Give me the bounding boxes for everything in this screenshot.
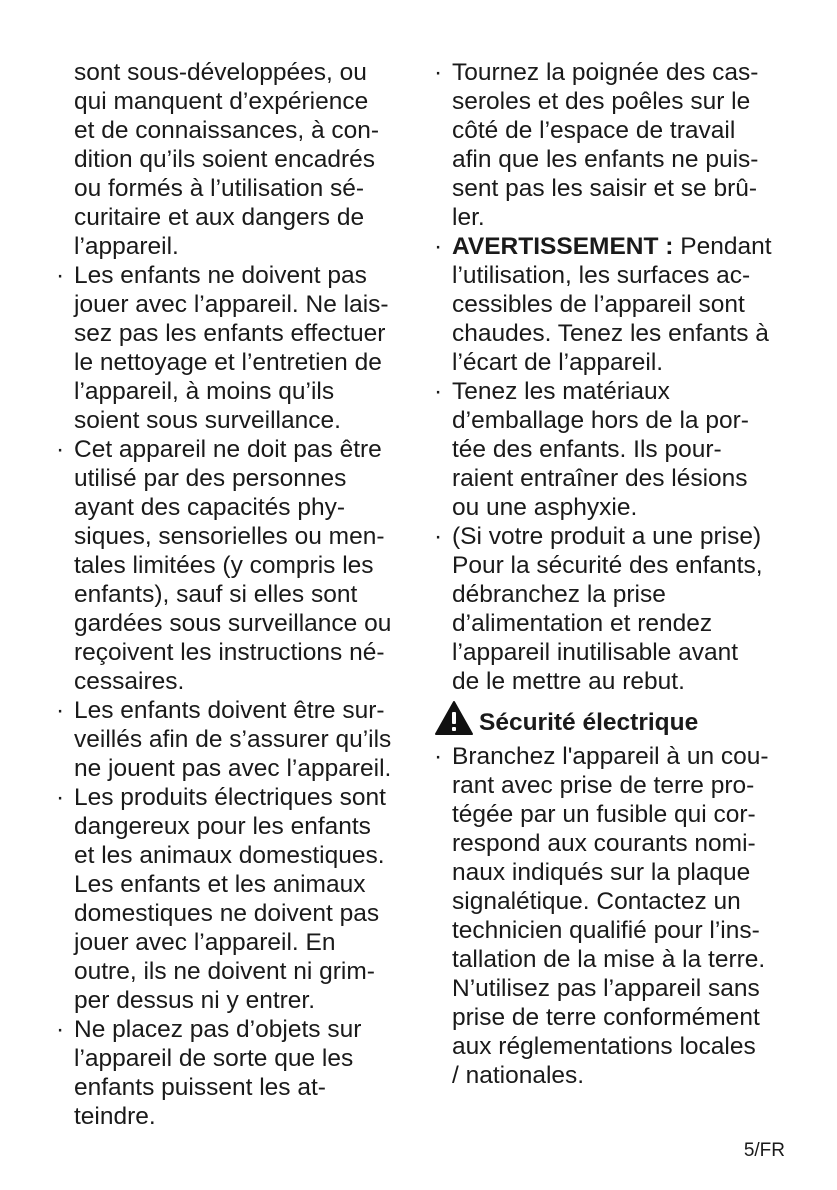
- right-column: [432, 58, 787, 1090]
- text-line: seroles et des poêles sur le: [452, 88, 751, 115]
- text-line: rant avec prise de terre pro-: [452, 772, 755, 799]
- text-line: tallation de la mise à la terre.: [452, 946, 766, 973]
- text-line: N’utilisez pas l’appareil sans: [452, 975, 760, 1002]
- list-item: [432, 522, 787, 696]
- text-line: Pour la sécurité des enfants,: [452, 552, 763, 579]
- text-line: Tenez les matériaux: [452, 378, 670, 405]
- page-number: 5/FR: [743, 1140, 785, 1161]
- bullet: ·: [434, 378, 443, 405]
- text-line: Ne placez pas d’objets sur: [74, 1016, 362, 1043]
- list-item: [432, 58, 787, 232]
- text-line: technicien qualifié pour l’ins-: [452, 917, 760, 944]
- list-item: [432, 742, 787, 1090]
- text-line: curitaire et aux dangers de: [74, 204, 365, 231]
- text-line: enfants puissent les at-: [74, 1074, 326, 1101]
- text-line: ne jouent pas avec l’appareil.: [74, 755, 392, 782]
- left-column: [54, 58, 406, 1131]
- list-item: [54, 783, 406, 1015]
- text-line: l’écart de l’appareil.: [452, 349, 664, 376]
- text-line: d’emballage hors de la por-: [452, 407, 749, 434]
- text-line: tégée par un fusible qui cor-: [452, 801, 756, 828]
- text-line: per dessus ni y entrer.: [74, 987, 316, 1014]
- list-item: [54, 1015, 406, 1131]
- intro-paragraph: [54, 58, 406, 261]
- text-line: et de connaissances, à con-: [74, 117, 380, 144]
- text-line: l’appareil, à moins qu’ils: [74, 378, 335, 405]
- text-line: Cet appareil ne doit pas être: [74, 436, 382, 463]
- list-item: [54, 696, 406, 783]
- text-line: teindre.: [74, 1103, 156, 1130]
- text-line: respond aux courants nomi-: [452, 830, 756, 857]
- text-line: l’appareil.: [74, 233, 179, 260]
- text-line: dangereux pour les enfants: [74, 813, 371, 840]
- text-line: domestiques ne doivent pas: [74, 900, 380, 927]
- text-line: siques, sensorielles ou men-: [74, 523, 385, 550]
- text-line: Les enfants et les animaux: [74, 871, 366, 898]
- bullet: ·: [56, 784, 65, 811]
- text-line: aux réglementations locales: [452, 1033, 756, 1060]
- bullet: ·: [434, 59, 443, 86]
- text-line: l’utilisation, les surfaces ac-: [452, 262, 751, 289]
- text-line: cessaires.: [74, 668, 185, 695]
- section-title: Sécurité électrique: [479, 709, 699, 736]
- text-line: outre, ils ne doivent ni grim-: [74, 958, 375, 985]
- bullet: ·: [56, 436, 65, 463]
- text-line: Les enfants ne doivent pas: [74, 262, 367, 289]
- text-line: afin que les enfants ne puis-: [452, 146, 759, 173]
- text-line: Pendant: [673, 233, 772, 260]
- text-line: Les enfants doivent être sur-: [74, 697, 385, 724]
- text-line: sont sous-développées, ou: [74, 59, 367, 86]
- text-line: (Si votre produit a une prise): [452, 523, 762, 550]
- text-line: tée des enfants. Ils pour-: [452, 436, 722, 463]
- text-line: jouer avec l’appareil. En: [74, 929, 336, 956]
- text-line: le nettoyage et l’entretien de: [74, 349, 382, 376]
- text-line: chaudes. Tenez les enfants à: [452, 320, 769, 347]
- text-line: sent pas les saisir et se brû-: [452, 175, 758, 202]
- bullet: ·: [434, 233, 443, 260]
- list-item-warning: [432, 232, 787, 377]
- text-line: ou une asphyxie.: [452, 494, 638, 521]
- list-item: [54, 261, 406, 435]
- text-line: enfants), sauf si elles sont: [74, 581, 358, 608]
- text-line: soient sous surveillance.: [74, 407, 341, 434]
- text-line: Branchez l'appareil à un cou-: [452, 743, 769, 770]
- text-line: dition qu’ils soient encadrés: [74, 146, 375, 173]
- text-line: raient entraîner des lésions: [452, 465, 748, 492]
- text-line: signalétique. Contactez un: [452, 888, 741, 915]
- text-line: / nationales.: [452, 1062, 585, 1089]
- text-line: ou formés à l’utilisation sé-: [74, 175, 365, 202]
- bullet: ·: [56, 697, 65, 724]
- warning-triangle-icon: [434, 700, 474, 736]
- text-line: tales limitées (y compris les: [74, 552, 374, 579]
- warning-label: AVERTISSEMENT :: [452, 233, 674, 260]
- text-line: Les produits électriques sont: [74, 784, 386, 811]
- text-line: Tournez la poignée des cas-: [452, 59, 759, 86]
- text-line: cessibles de l’appareil sont: [452, 291, 745, 318]
- text-line: l’appareil inutilisable avant: [452, 639, 739, 666]
- text-line: ayant des capacités phy-: [74, 494, 346, 521]
- text-line: sez pas les enfants effectuer: [74, 320, 386, 347]
- text-line: l’appareil de sorte que les: [74, 1045, 354, 1072]
- text-line: naux indiqués sur la plaque: [452, 859, 751, 886]
- bullet: ·: [56, 1016, 65, 1043]
- text-line: jouer avec l’appareil. Ne lais-: [74, 291, 389, 318]
- text-line: qui manquent d’expérience: [74, 88, 369, 115]
- text-line: côté de l’espace de travail: [452, 117, 736, 144]
- list-item: [432, 377, 787, 522]
- text-line: de le mettre au rebut.: [452, 668, 685, 695]
- text-line: d’alimentation et rendez: [452, 610, 713, 637]
- text-line: prise de terre conformément: [452, 1004, 760, 1031]
- text-line: gardées sous surveillance ou: [74, 610, 392, 637]
- list-item: [54, 435, 406, 696]
- section-heading: [432, 702, 787, 742]
- text-line: ler.: [452, 204, 485, 231]
- bullet: ·: [434, 743, 443, 770]
- bullet: ·: [56, 262, 65, 289]
- text-line: reçoivent les instructions né-: [74, 639, 385, 666]
- text-line: et les animaux domestiques.: [74, 842, 385, 869]
- text-line: veillés afin de s’assurer qu’ils: [74, 726, 392, 753]
- text-line: utilisé par des personnes: [74, 465, 347, 492]
- text-line: débranchez la prise: [452, 581, 666, 608]
- bullet: ·: [434, 523, 443, 550]
